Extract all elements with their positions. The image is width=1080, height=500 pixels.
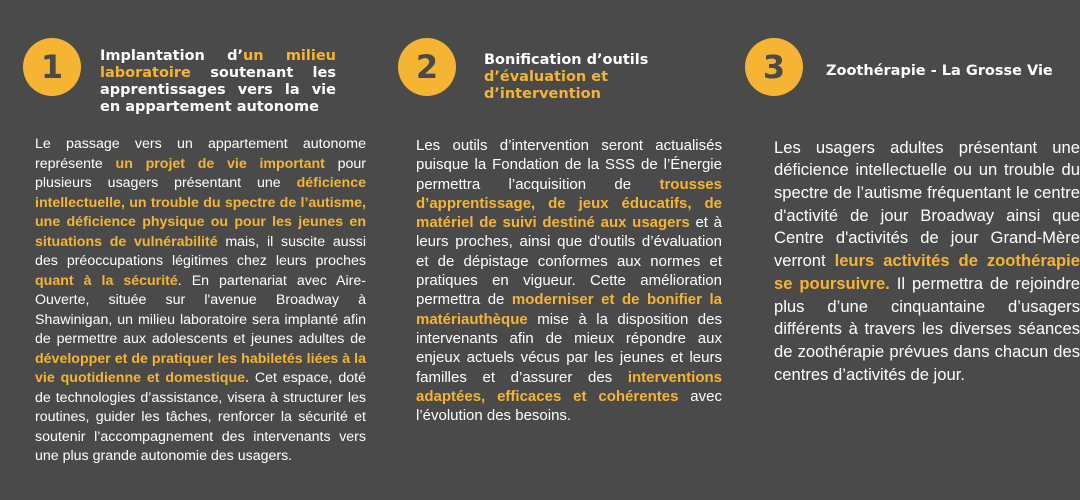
number-badge: 2 xyxy=(398,38,456,96)
body-text: avec l’évolution des besoins. xyxy=(416,387,722,425)
heading-highlight: un milieu laboratoire xyxy=(100,48,336,82)
body-text: Les outils d’intervention seront actualisés puisque la Fondation de la SSS de l’Énergie permettra l’acquisition de xyxy=(416,137,722,193)
body-emphasis: développer et de pratiquer les habiletés liées à la vie quotidienne et domestique. xyxy=(35,350,366,387)
heading-part: Zoothérapie - La Grosse Vie xyxy=(826,63,1053,80)
heading-highlight: d’évaluation et d’intervention xyxy=(484,69,609,103)
body-text: pour plusieurs usagers présentant une xyxy=(35,155,366,192)
body-text: Les usagers adultes présentant une déficience intellectuelle ou un trouble du spectre de l’autisme fréquentant le centre d'activité de jour Broadway ainsi que Centre d'activités de jour Grand-Mère verront xyxy=(774,137,1080,271)
body-text: mise à la disposition des intervenants afin de mieux répondre aux enjeux actuels vécus par les jeunes et leurs familles et d’assurer des xyxy=(416,310,722,386)
body-text: . En partenariat avec Aire-Ouverte, située sur l'avenue Broadway à Shawinigan, un milieu laboratoire sera implanté afin de permettre aux adolescents et jeunes adultes de xyxy=(35,272,367,348)
body-emphasis: déficience intellectuelle, un trouble du spectre de l’autisme, une déficience physique ou pour les jeunes en situations de vulnérabilité xyxy=(35,175,366,250)
section-body xyxy=(35,135,366,467)
body-emphasis: interventions adaptées, efficaces et cohérentes xyxy=(416,368,722,405)
section-body xyxy=(416,136,722,425)
section-heading xyxy=(826,63,1056,80)
body-emphasis: un projet de vie important xyxy=(115,155,325,172)
body-text: et à leurs proches, ainsi que d'outils d’évaluation et de dépistage conformes aux normes et pratiques en vigueur. Cette amélioration permettra de xyxy=(416,214,723,309)
heading-part: Bonification d’outils xyxy=(484,52,649,69)
section-heading xyxy=(484,52,724,103)
body-text: Cet espace, doté de technologies d’assistance, visera à structurer les routines, guider les tâches, renforcer la sécurité et soutenir l’accompagnement des intervenants vers une plus grande autonomie des usagers. xyxy=(35,370,366,465)
body-text: Il permettra de rejoindre plus d’une cinquantaine d’usagers différents à travers les diverses séances de zoothérapie prévues dans chacun des centres d’activités de jour. xyxy=(774,273,1080,384)
body-text: Le passage vers un appartement autonome représente xyxy=(35,136,366,172)
heading-part: Implantation d’ xyxy=(100,48,243,65)
body-emphasis: moderniser et de bonifier la matériauthèque xyxy=(416,291,722,328)
heading-part: soutenant les apprentissages vers la vie en appartement autonome xyxy=(100,65,336,116)
section-body xyxy=(774,137,1080,387)
number-badge: 3 xyxy=(745,38,803,96)
body-emphasis: quant à la sécurité xyxy=(35,272,178,289)
body-text: mais, il suscite aussi des préoccupations légitimes chez leurs proches xyxy=(35,233,366,270)
section-heading xyxy=(100,48,336,116)
body-emphasis: leurs activités de zoothérapie se poursuivre. xyxy=(774,251,1080,293)
body-emphasis: trousses d’apprentissage, de jeux éducatifs, de matériel de suivi destiné aux usagers xyxy=(416,175,722,232)
number-badge: 1 xyxy=(23,38,81,96)
